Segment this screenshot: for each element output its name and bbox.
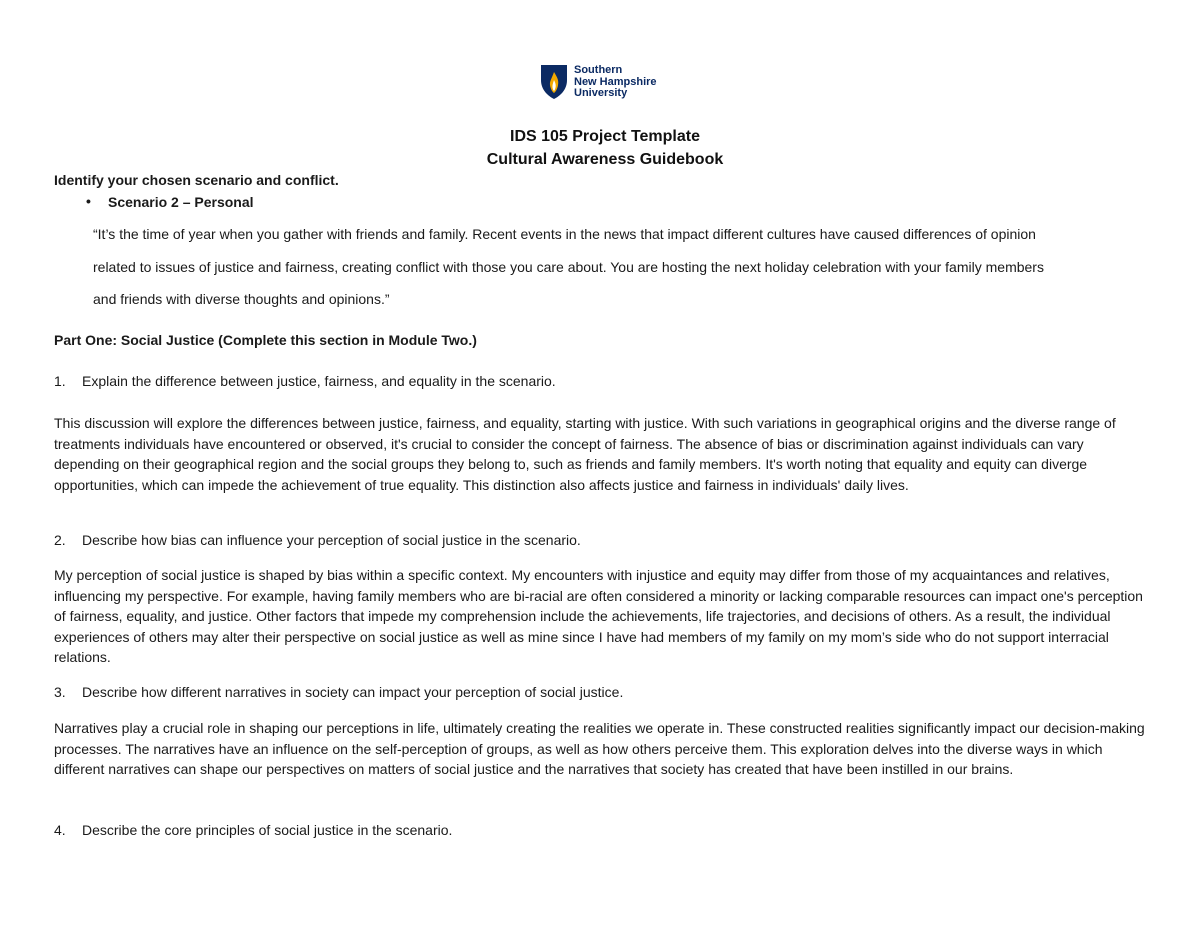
snhu-shield-icon (540, 64, 568, 100)
scenario-prompt: Identify your chosen scenario and conflict. (54, 172, 339, 188)
document-subtitle: Cultural Awareness Guidebook (486, 151, 724, 168)
question-number: 2. (54, 532, 66, 548)
scenario-label: Scenario 2 – Personal (108, 194, 254, 210)
university-name (574, 65, 657, 100)
question-number: 4. (54, 822, 66, 838)
scenario-quote-line: related to issues of justice and fairness, creating conflict with those you care about. You are hosting the next holiday celebration with your family members (93, 259, 1044, 275)
logo-line-2: New Hampshire (574, 75, 657, 88)
question-number: 3. (54, 684, 66, 700)
logo-line-1: Southern (574, 64, 623, 76)
scenario-quote-line: and friends with diverse thoughts and opinions.” (93, 291, 390, 307)
logo-line-3: University (574, 87, 628, 99)
question-text: Describe how bias can influence your perception of social justice in the scenario. (82, 532, 581, 548)
answer-paragraph: Narratives play a crucial role in shaping our perceptions in life, ultimately creating the realities we operate in. These constructed realities significantly impact our decision-making processes. The narratives have an influence on the self-perception of groups, as well as how others perceive them. This exploration delves into the diverse ways in which different narratives can shape our perspectives on matters of social justice and the narratives that society has created that have been instilled in our brains. (54, 720, 1145, 777)
question-text: Describe the core principles of social justice in the scenario. (82, 822, 453, 838)
question-number: 1. (54, 373, 66, 389)
answer-paragraph: My perception of social justice is shaped by bias within a specific context. My encounters with injustice and equity may differ from those of my acquaintances and relatives, influencing my perspective. For example, having family members who are bi-racial are often considered a minority or lacking comparable resources can impact one's perception of fairness, equality, and justice. Other factors that impede my comprehension include the achievements, life trajectories, and decisions of others. As a result, the individual experiences of others may alter their perspective on social justice as well as mine since I have had members of my family on my mom’s side who do not support interracial relations. (54, 567, 1143, 665)
question-text: Describe how different narratives in society can impact your perception of social justice. (82, 684, 624, 700)
bullet-marker: • (86, 193, 91, 209)
part-one-heading: Part One: Social Justice (Complete this section in Module Two.) (54, 332, 477, 348)
university-logo (540, 64, 657, 100)
question-text: Explain the difference between justice, fairness, and equality in the scenario. (82, 373, 556, 389)
document-title: IDS 105 Project Template (510, 128, 700, 145)
scenario-quote-line: “It’s the time of year when you gather with friends and family. Recent events in the news that impact different cultures have caused differences of opinion (93, 226, 1036, 242)
answer-paragraph: This discussion will explore the differences between justice, fairness, and equality, starting with justice. With such variations in geographical origins and the diverse range of treatments individuals have encountered or observed, it's crucial to consider the concept of fairness. The absence of bias or discrimination against individuals can vary depending on their geographical region and the social groups they belong to, such as friends and family members. It's worth noting that equality and equity can diverge opportunities, which can impede the achievement of true equality. This distinction also affects justice and fairness in individuals' daily lives. (54, 415, 1116, 493)
